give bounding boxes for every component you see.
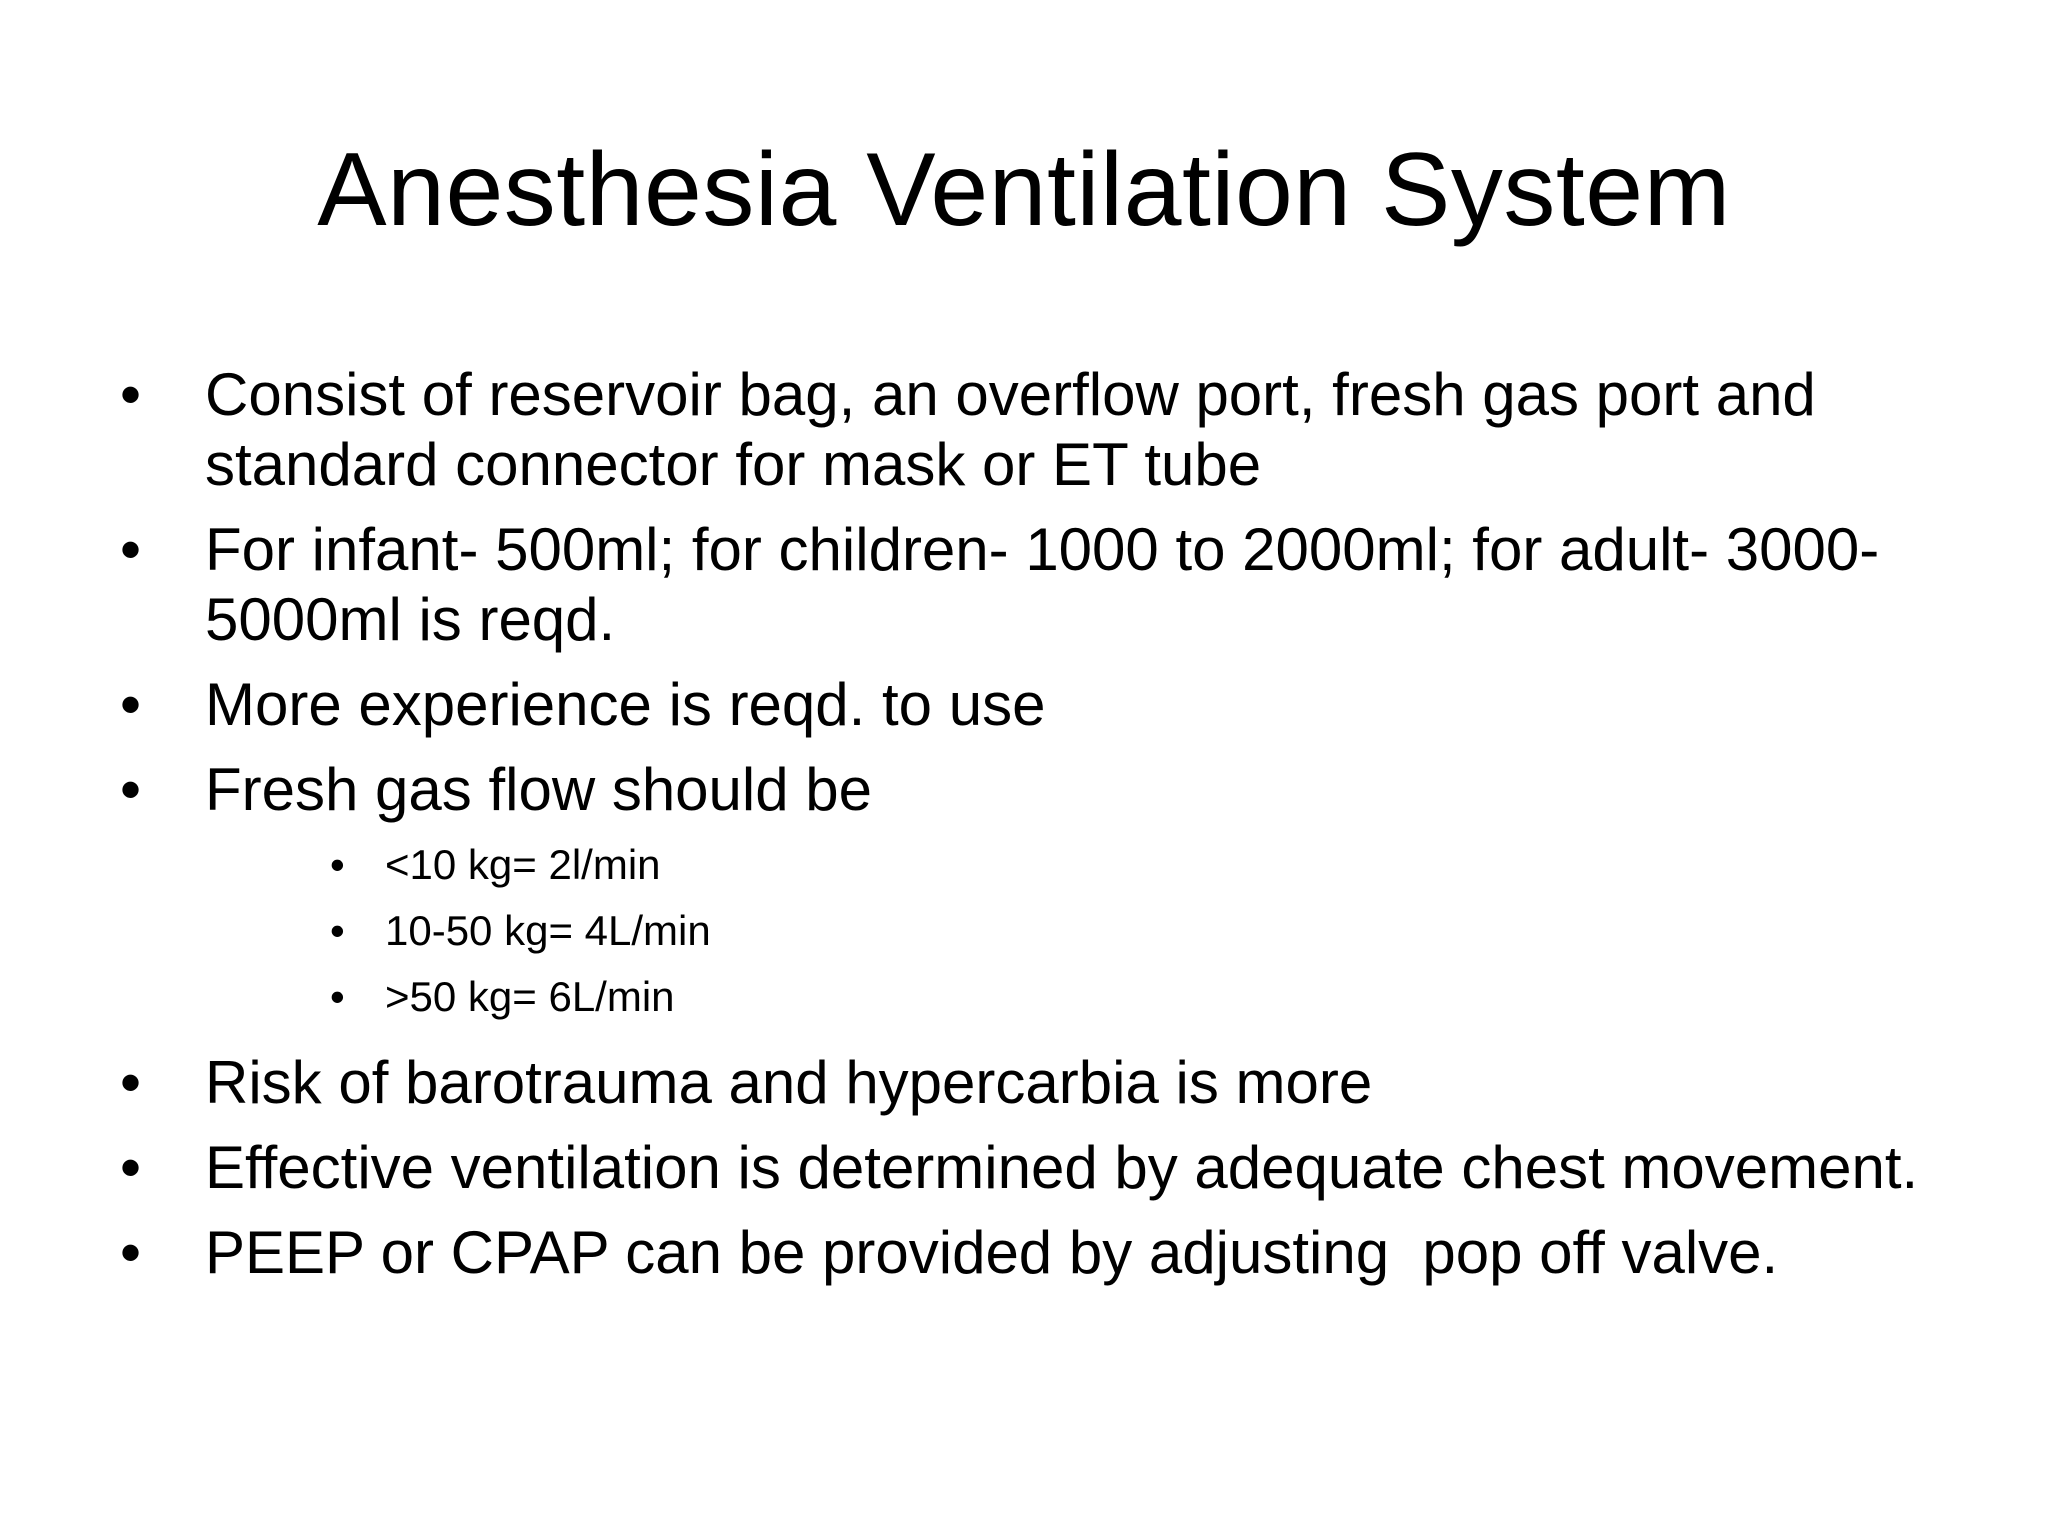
- sub-bullet-item: [120, 972, 1920, 1022]
- bullet-icon: •: [120, 1049, 142, 1116]
- bullet-item: [120, 360, 1920, 500]
- sub-bullet-text: 10-50 kg= 4L/min: [385, 907, 711, 954]
- bullet-icon: •: [120, 1134, 142, 1201]
- sub-bullet-icon: •: [330, 973, 345, 1020]
- bullet-text: Risk of barotrauma and hypercarbia is more: [205, 1049, 1373, 1116]
- slide-title: Anesthesia Ventilation System: [317, 132, 1731, 248]
- bullet-item: [120, 755, 1920, 825]
- bullet-text: For infant- 500ml; for children- 1000 to 2000ml; for adult- 3000-5000ml is reqd.: [205, 516, 1880, 653]
- bullet-item: [120, 1218, 1920, 1288]
- bullet-text: PEEP or CPAP can be provided by adjusting pop off valve.: [205, 1219, 1779, 1286]
- bullet-text: Effective ventilation is determined by adequate chest movement.: [205, 1134, 1919, 1201]
- bullet-item: [120, 670, 1920, 740]
- bullet-text: More experience is reqd. to use: [205, 671, 1046, 738]
- bullet-icon: •: [120, 1219, 142, 1286]
- bullet-item: [120, 515, 1920, 655]
- bullet-list: [120, 360, 1920, 1303]
- bullet-icon: •: [120, 361, 142, 428]
- bullet-item: [120, 1133, 1920, 1203]
- bullet-icon: •: [120, 756, 142, 823]
- sub-bullet-text: <10 kg= 2l/min: [385, 841, 661, 888]
- bullet-icon: •: [120, 516, 142, 583]
- bullet-text: Fresh gas flow should be: [205, 756, 873, 823]
- sub-bullet-icon: •: [330, 841, 345, 888]
- bullet-item: [120, 1048, 1920, 1118]
- sub-bullet-item: [120, 906, 1920, 956]
- sub-bullet-icon: •: [330, 907, 345, 954]
- sub-bullet-text: >50 kg= 6L/min: [385, 973, 675, 1020]
- sub-bullet-item: [120, 840, 1920, 890]
- bullet-text: Consist of reservoir bag, an overflow port, fresh gas port and standard connector for mask or ET tube: [205, 361, 1833, 498]
- bullet-icon: •: [120, 671, 142, 738]
